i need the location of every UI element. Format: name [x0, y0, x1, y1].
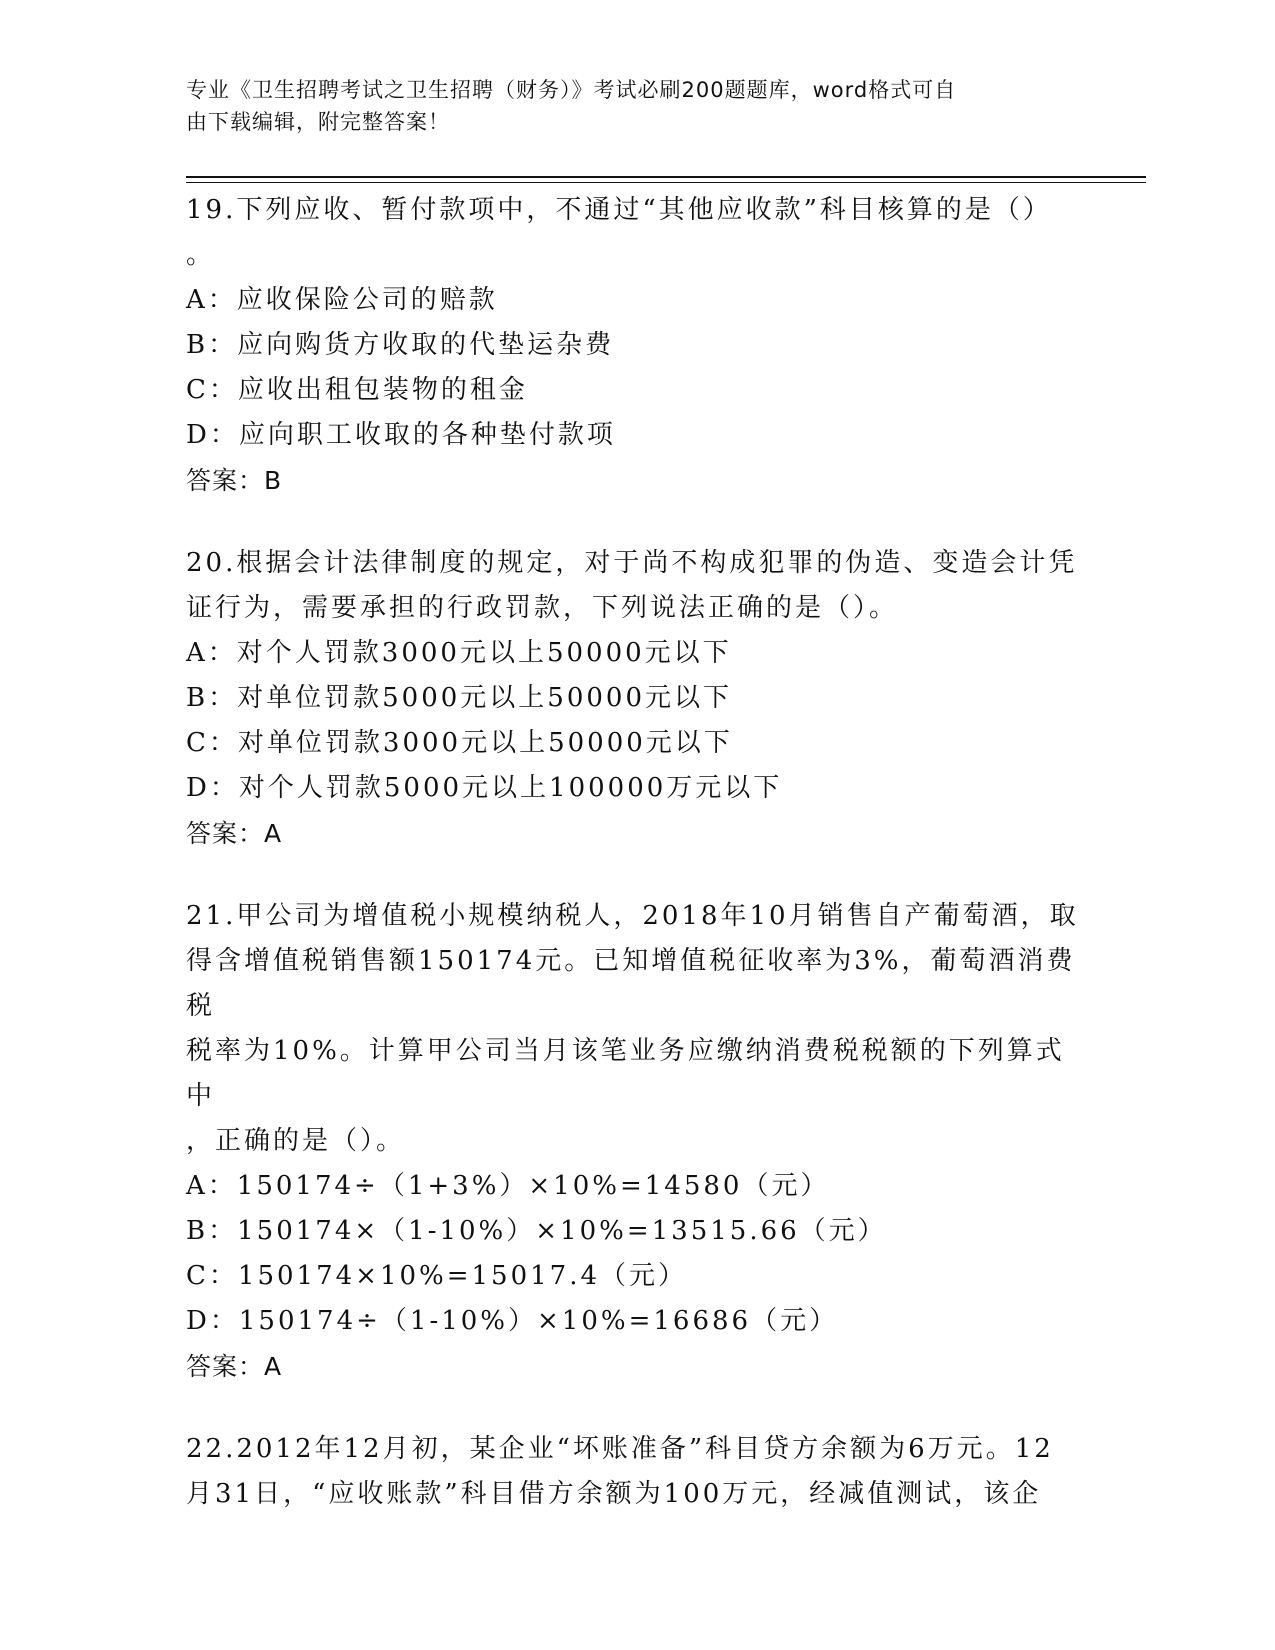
- option-text: 150174÷（1+3%）×10%=14580（元）: [236, 1171, 830, 1201]
- option-letter: A：: [186, 285, 237, 315]
- header-divider-thick: [186, 176, 1146, 178]
- option-text: 150174÷（1-10%）×10%=16686（元）: [238, 1306, 839, 1336]
- option-letter: D：: [186, 773, 239, 803]
- option-letter: D：: [186, 1306, 239, 1336]
- question-stem-line: 21.甲公司为增值税小规模纳税人，2018年10月销售自产葡萄酒，取: [186, 901, 1079, 931]
- option-letter: B：: [186, 683, 238, 713]
- option-letter: C：: [186, 1261, 238, 1291]
- option-text: 应向购货方收取的代垫运杂费: [237, 330, 615, 360]
- option-d: [186, 1299, 1086, 1344]
- question-19: [186, 188, 1086, 503]
- question-list: [186, 188, 1086, 1555]
- question-stem-line: 证行为，需要承担的行政罚款，下列说法正确的是（）。: [186, 593, 899, 623]
- question-20: [186, 541, 1086, 856]
- option-a: [186, 278, 1086, 323]
- option-text: 对单位罚款3000元以上50000元以下: [237, 728, 733, 758]
- option-letter: C：: [186, 728, 238, 758]
- answer-line: 答案：A: [186, 819, 283, 848]
- option-text: 应收出租包装物的租金: [237, 375, 528, 405]
- option-c: [186, 1254, 1086, 1299]
- option-text: 对个人罚款3000元以上50000元以下: [236, 638, 732, 668]
- option-a: [186, 631, 1086, 676]
- option-letter: D：: [186, 420, 239, 450]
- option-text: 对单位罚款5000元以上50000元以下: [237, 683, 732, 713]
- option-letter: B：: [186, 1216, 238, 1246]
- question-stem-line: 税率为10%。计算甲公司当月该笔业务应缴纳消费税税额的下列算式中: [186, 1036, 1065, 1111]
- option-d: [186, 413, 1086, 458]
- option-letter: A：: [186, 1171, 237, 1201]
- option-text: 150174×10%=15017.4（元）: [237, 1261, 688, 1291]
- option-text: 对个人罚款5000元以上100000万元以下: [238, 773, 783, 803]
- option-letter: B：: [186, 330, 238, 360]
- option-text: 应向职工收取的各种垫付款项: [238, 420, 616, 450]
- question-stem-line: 22.2012年12月初，某企业“坏账准备”科目贷方余额为6万元。12: [186, 1434, 1054, 1464]
- option-letter: C：: [186, 375, 238, 405]
- question-21: [186, 894, 1086, 1389]
- document-header: [186, 74, 1066, 138]
- header-divider-thin: [186, 182, 1146, 183]
- option-b: [186, 676, 1086, 721]
- option-text: 应收保险公司的赔款: [236, 285, 498, 315]
- question-22: [186, 1427, 1086, 1517]
- question-stem-line: 得含增值税销售额150174元。已知增值税征收率为3%，葡萄酒消费税: [186, 946, 1076, 1021]
- option-b: [186, 323, 1086, 368]
- option-d: [186, 766, 1086, 811]
- header-line-2: 由下载编辑，附完整答案！: [186, 110, 450, 134]
- option-c: [186, 721, 1086, 766]
- option-b: [186, 1209, 1086, 1254]
- option-c: [186, 368, 1086, 413]
- question-stem-line: 。: [186, 240, 216, 270]
- answer-line: 答案：A: [186, 1352, 283, 1381]
- question-stem-line: 月31日，“应收账款”科目借方余额为100万元，经减值测试，该企: [186, 1479, 1042, 1509]
- question-stem-line: ，正确的是（）。: [186, 1126, 406, 1156]
- option-text: 150174×（1-10%）×10%=13515.66（元）: [237, 1216, 887, 1246]
- answer-line: 答案：B: [186, 466, 283, 495]
- question-stem-line: 19.下列应收、暂付款项中，不通过“其他应收款”科目核算的是（）: [186, 195, 1052, 225]
- question-stem-line: 20.根据会计法律制度的规定，对于尚不构成犯罪的伪造、变造会计凭: [186, 548, 1078, 578]
- header-line-1: 专业《卫生招聘考试之卫生招聘（财务）》考试必刷200题题库，word格式可自: [186, 78, 957, 102]
- option-a: [186, 1164, 1086, 1209]
- option-letter: A：: [186, 638, 237, 668]
